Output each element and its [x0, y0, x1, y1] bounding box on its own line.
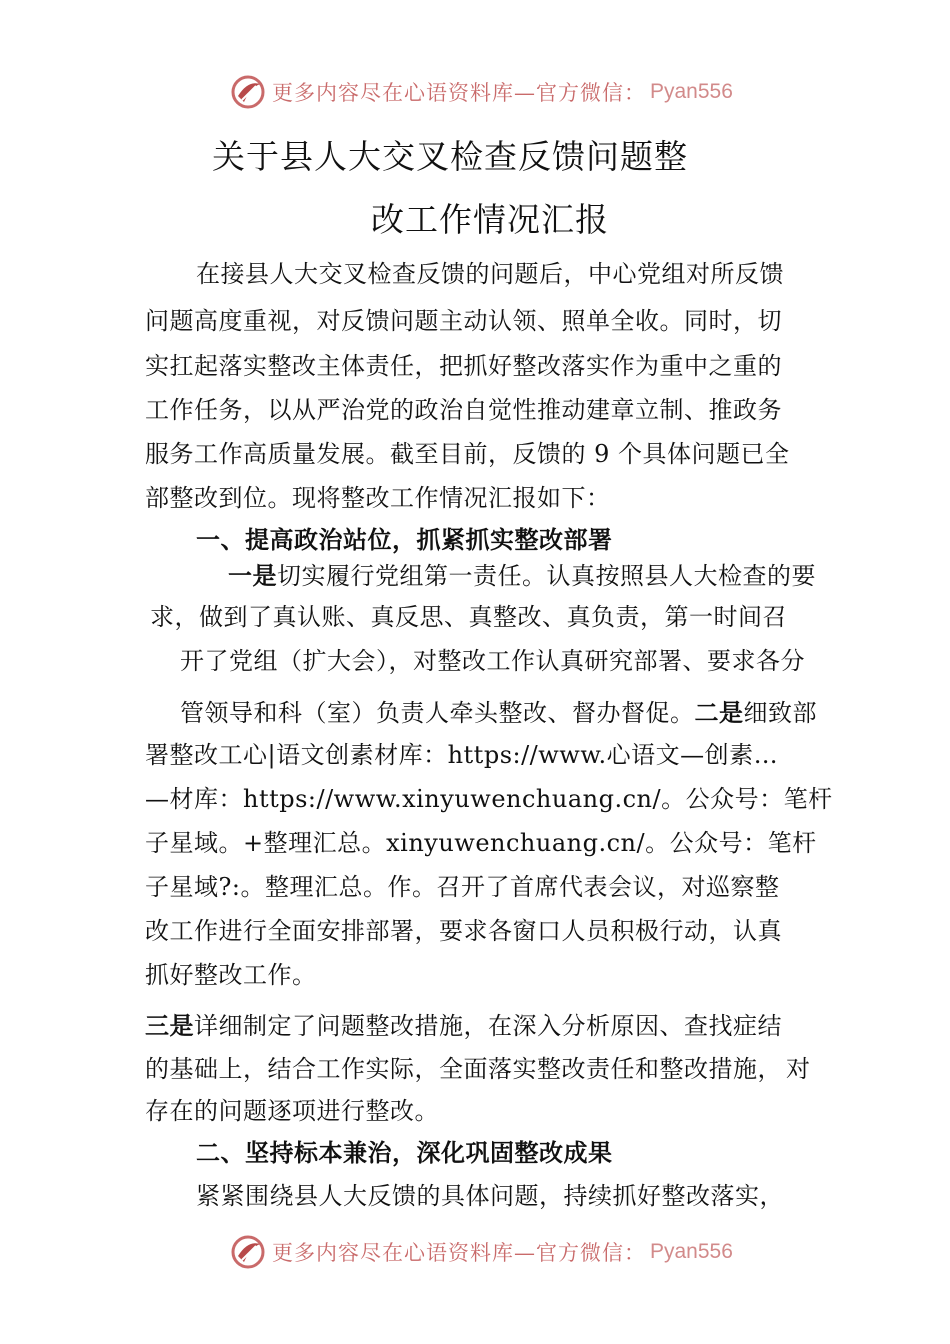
p2-lead-1: 一是	[228, 562, 277, 590]
p1-line-1: 在接县人大交叉检查反馈的问题后，中心党组对所反馈	[196, 260, 784, 288]
p3-line-3: 存在的问题逐项进行整改。	[145, 1097, 439, 1125]
p2-line-4	[180, 698, 817, 728]
p2-line-8: 子星域?:。整理汇总。作。召开了首席代表会议，对巡察整	[145, 873, 780, 901]
p4-line-1: 紧紧围绕县人大反馈的具体问题，持续抓好整改落实，	[196, 1182, 784, 1210]
p2-line-7: 子星域。+整理汇总。xinyuwenchuang.cn/。公众号：笔杆	[145, 829, 817, 857]
p1-line-4: 工作任务，以从严治党的政治自觉性推动建章立制、推政务	[145, 396, 782, 424]
p3-line-2: 的基础上，结合工作实际，全面落实整改责任和整改措施，	[145, 1055, 782, 1083]
title-line-1: 关于县人大交叉检查反馈问题整	[212, 137, 688, 176]
watermark-code: Pyan556	[650, 1240, 733, 1263]
section-heading-1: 一、提高政治站位，抓紧抓实整改部署	[196, 526, 613, 554]
watermark-text: 更多内容尽在心语资料库—官方微信：	[272, 1241, 646, 1265]
p2-line-10: 抓好整改工作。	[145, 961, 317, 989]
watermark-text: 更多内容尽在心语资料库—官方微信：	[272, 81, 646, 105]
p3-line-2-end: 对	[786, 1055, 811, 1083]
p1-line-5: 服务工作高质量发展。截至目前，反馈的 9 个具体问题已全	[145, 440, 790, 468]
watermark-banner-top	[230, 72, 750, 112]
logo-icon	[230, 1234, 266, 1270]
p1-line-6: 部整改到位。现将整改工作情况汇报如下：	[145, 484, 611, 512]
p3-line-1-text: 详细制定了问题整改措施，在深入分析原因、查找症结	[194, 1012, 782, 1040]
p2-line-4a: 管领导和科（室）负责人牵头整改、督办督促。	[180, 699, 695, 727]
logo-icon	[230, 74, 266, 110]
p3-line-1	[145, 1011, 782, 1041]
section-heading-2: 二、坚持标本兼治，深化巩固整改成果	[196, 1139, 613, 1167]
watermark-banner-bottom	[230, 1232, 750, 1272]
p2-line-2: 求，做到了真认账、真反思、真整改、真负责，第一时间召	[150, 603, 787, 631]
p2-line-4b: 细致部	[743, 699, 817, 727]
p1-line-3: 实扛起落实整改主体责任，把抓好整改落实作为重中之重的	[145, 352, 782, 380]
p3-lead: 三是	[145, 1012, 194, 1040]
watermark-code: Pyan556	[650, 80, 733, 103]
p2-line-6: —材库：https://www.xinyuwenchuang.cn/。公众号：笔杆	[145, 785, 833, 813]
p2-line-5: 署整改工心|语文创素材库：https://www.心语文—创素…	[145, 741, 779, 769]
p1-line-2: 问题高度重视，对反馈问题主动认领、照单全收。同时，切	[145, 307, 782, 335]
p2-line-1-text: 切实履行党组第一责任。认真按照县人大检查的要	[277, 562, 816, 590]
p2-line-9: 改工作进行全面安排部署，要求各窗口人员积极行动，认真	[145, 917, 782, 945]
title-line-2: 改工作情况汇报	[371, 200, 609, 239]
p2-line-3: 开了党组（扩大会），对整改工作认真研究部署、要求各分	[180, 647, 805, 675]
p2-lead-2: 二是	[694, 699, 744, 727]
p2-line-1	[228, 561, 816, 591]
